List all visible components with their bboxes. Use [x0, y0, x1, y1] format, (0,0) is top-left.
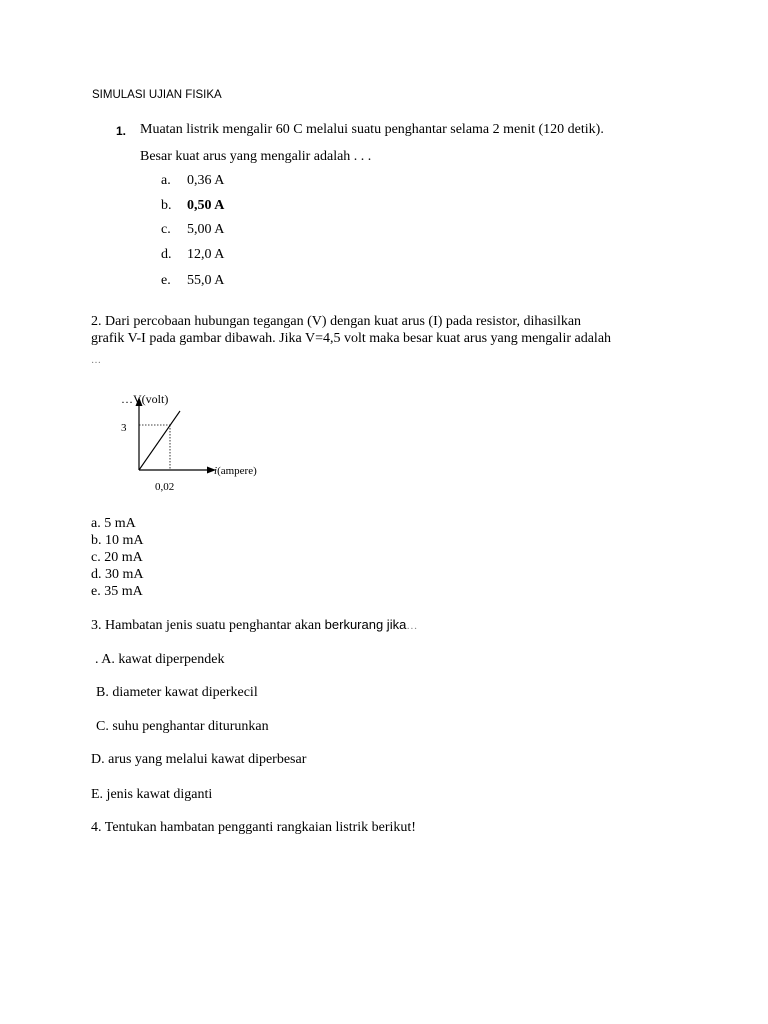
q3-option-e: E. jenis kawat diganti [91, 787, 213, 802]
q2-option-a: a. 5 mA [91, 516, 136, 531]
graph-y-tick: 3 [121, 422, 127, 434]
graph-vi-line [139, 411, 180, 470]
question-3-stem-main: 3. Hambatan jenis suatu penghantar akan [91, 618, 325, 633]
q3-option-c: C. suhu penghantar diturunkan [96, 719, 269, 734]
q1-option-a-text: 0,36 A [187, 173, 225, 188]
q1-option-e-letter: e. [161, 273, 171, 288]
q1-option-b-letter: b. [161, 198, 172, 213]
question-1-number: 1. [116, 124, 127, 138]
question-3-stem [91, 617, 417, 634]
question-2-stem-ellipsis: … [91, 355, 102, 366]
q1-option-c-text: 5,00 A [187, 222, 225, 237]
graph-x-label-unit: (ampere) [217, 465, 257, 477]
q1-option-a-letter: a. [161, 173, 171, 188]
question-1-stem-line-2: Besar kuat arus yang mengalir adalah . . . [140, 149, 372, 164]
question-2-stem-line-1: 2. Dari percobaan hubungan tegangan (V) dengan kuat arus (I) pada resistor, dihasilkan [91, 314, 582, 329]
question-2-stem-line-2: grafik V-I pada gambar dibawah. Jika V=4,5 volt maka besar kuat arus yang mengalir adalah [91, 331, 612, 346]
q1-option-d-letter: d. [161, 247, 172, 262]
q3-option-b: B. diameter kawat diperkecil [96, 685, 258, 700]
q2-option-b: b. 10 mA [91, 533, 144, 548]
question-3-stem-ellipsis: … [406, 620, 418, 632]
question-1-stem-line-1: Muatan listrik mengalir 60 C melalui suatu penghantar selama 2 menit (120 detik). [140, 122, 604, 137]
q3-option-a: . A. kawat diperpendek [95, 652, 225, 667]
question-3-stem-tail: berkurang jika [324, 617, 407, 632]
q2-option-d: d. 30 mA [91, 567, 144, 582]
q2-option-e: e. 35 mA [91, 584, 143, 599]
q2-option-c: c. 20 mA [91, 550, 143, 565]
question-4-stem: 4. Tentukan hambatan pengganti rangkaian listrik berikut! [91, 820, 416, 835]
graph-x-label [214, 465, 257, 477]
graph-y-label: …V(volt) [121, 392, 169, 406]
q1-option-b-text: 0,50 A [187, 198, 225, 213]
page-title: SIMULASI UJIAN FISIKA [92, 89, 222, 101]
q1-option-e-text: 55,0 A [187, 273, 225, 288]
graph-x-tick: 0,02 [155, 481, 175, 493]
q3-option-d: D. arus yang melalui kawat diperbesar [91, 752, 307, 767]
q1-option-d-text: 12,0 A [187, 247, 225, 262]
vi-graph [110, 385, 285, 497]
graph-x-label-symbol: i [214, 465, 218, 477]
q1-option-c-letter: c. [161, 222, 171, 237]
